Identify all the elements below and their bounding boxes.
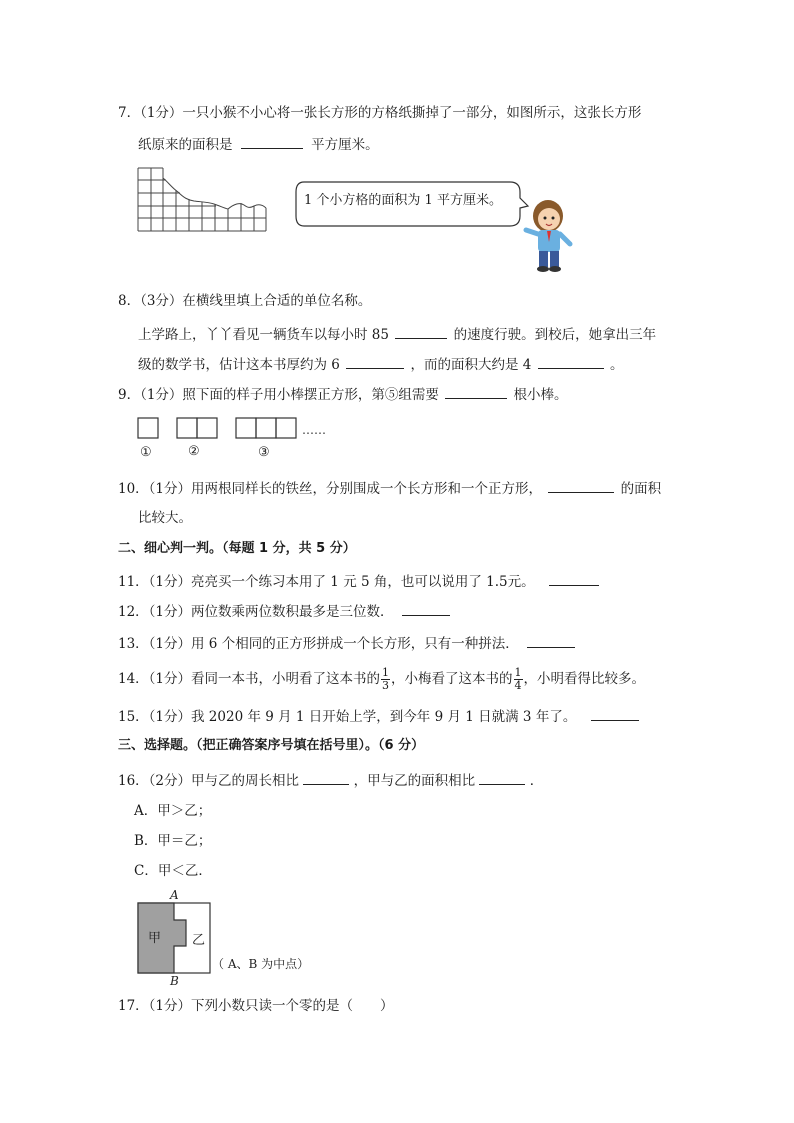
q10-line2: 比较大。 [138,510,192,526]
q9-line1 [118,384,568,404]
section-2-heading: 二、细心判一判。（每题 1 分，共 5 分） [118,541,356,556]
q11-answer-blank[interactable] [549,571,599,586]
q8-blank-2[interactable] [346,354,404,369]
jia-yi-figure [132,886,318,988]
q11 [118,571,599,591]
q14-text-c: ，小明看得比较多。 [523,671,646,687]
q7-text-a: 纸原来的面积是 [138,137,233,153]
q11-text: 11．（1分）亮亮买一个练习本用了 1 元 5 角，也可以说用了 1.5元。 [118,574,535,590]
q15 [118,706,639,726]
q9-text-a: 9．（1分）照下面的样子用小棒摆正方形，第⑤组需要 [118,387,439,403]
q9-text-b: 根小棒。 [513,387,568,403]
q13-answer-blank[interactable] [527,633,575,648]
q14-text-b: ，小梅看了这本书的 [391,671,513,687]
yi-label: 乙 [192,933,206,948]
q8-text-b: 的速度行驶。到校后，她拿出三年 [453,327,657,343]
q10-text-a: 10．（1分）用两根同样长的铁丝，分别围成一个长方形和一个正方形， [118,481,543,497]
matchstick-squares-figure [134,414,334,462]
q9-answer-blank[interactable] [445,384,507,399]
q15-answer-blank[interactable] [591,706,639,721]
point-b-label: B [170,974,179,988]
q10-line1 [118,478,661,498]
q8-line3 [138,354,623,374]
q8-text-a: 上学路上，丫丫看见一辆货车以每小时 85 [138,327,389,343]
q7-answer-blank[interactable] [241,134,303,149]
q8-line2 [138,324,656,344]
option-a[interactable]: A．甲＞乙； [134,803,212,819]
q16-text-b: ，甲与乙的面积相比 [353,773,476,789]
q8-blank-1[interactable] [395,324,447,339]
q16-text-a: 16．（2分）甲与乙的周长相比 [118,773,300,789]
q8-line1: 8．（3分）在横线里填上合适的单位名称。 [118,293,372,309]
group-label-3: ③ [258,445,270,460]
q16-blank-area[interactable] [479,770,525,785]
q8-text-c: 级的数学书，估计这本书厚约为 6 [138,357,340,373]
q14-text-a: 14．（1分）看同一本书，小明看了这本书的 [118,671,381,687]
q10-text-b: 的面积 [620,481,662,497]
boy-illustration [522,194,578,276]
point-a-label: A [170,888,179,902]
option-c[interactable]: C．甲＜乙． [134,863,212,879]
q7-line2 [138,134,379,154]
q12 [118,601,450,621]
q17: 17．（1分）下列小数只读一个零的是（ ） [118,998,394,1014]
jia-label: 甲 [148,931,162,946]
group-label-1: ① [140,445,152,460]
bubble-text: 1 个小方格的面积为 1 平方厘米。 [304,193,502,208]
section-3-heading: 三、选择题。（把正确答案序号填在括号里）。（6 分） [118,738,425,753]
q14 [118,667,645,692]
q15-text: 15．（1分）我 2020 年 9 月 1 日开始上学，到今年 9 月 1 日就满 3 年了。 [118,709,577,725]
q8-text-d: ，而的面积大约是 4 [410,357,532,373]
q13-text: 13．（1分）用 6 个相同的正方形拼成一个长方形，只有一种拼法． [118,636,519,652]
fraction-one-quarter: $\frac{1}{4}$ [514,666,522,692]
q12-answer-blank[interactable] [402,601,450,616]
q7-line1: 7．（1分）一只小猴不小心将一张长方形的方格纸撕掉了一部分，如图所示，这张长方形 [118,105,642,121]
q16-blank-perimeter[interactable] [303,770,349,785]
q8-text-e: 。 [609,357,624,373]
torn-grid-figure [136,164,270,234]
q12-text: 12．（1分）两位数乘两位数积最多是三位数． [118,604,394,620]
group-label-2: ② [188,444,200,459]
q16 [118,770,543,790]
q16-text-c: ． [529,773,544,789]
option-b[interactable]: B．甲＝乙； [134,833,212,849]
midpoint-note: （ A、B 为中点） [212,957,310,971]
q8-blank-3[interactable] [538,354,604,369]
q13 [118,633,575,653]
q7-text-b: 平方厘米。 [311,137,379,153]
fraction-one-third: $\frac{1}{3}$ [382,666,390,692]
q10-answer-blank[interactable] [548,478,614,493]
ellipsis: …… [302,423,326,437]
